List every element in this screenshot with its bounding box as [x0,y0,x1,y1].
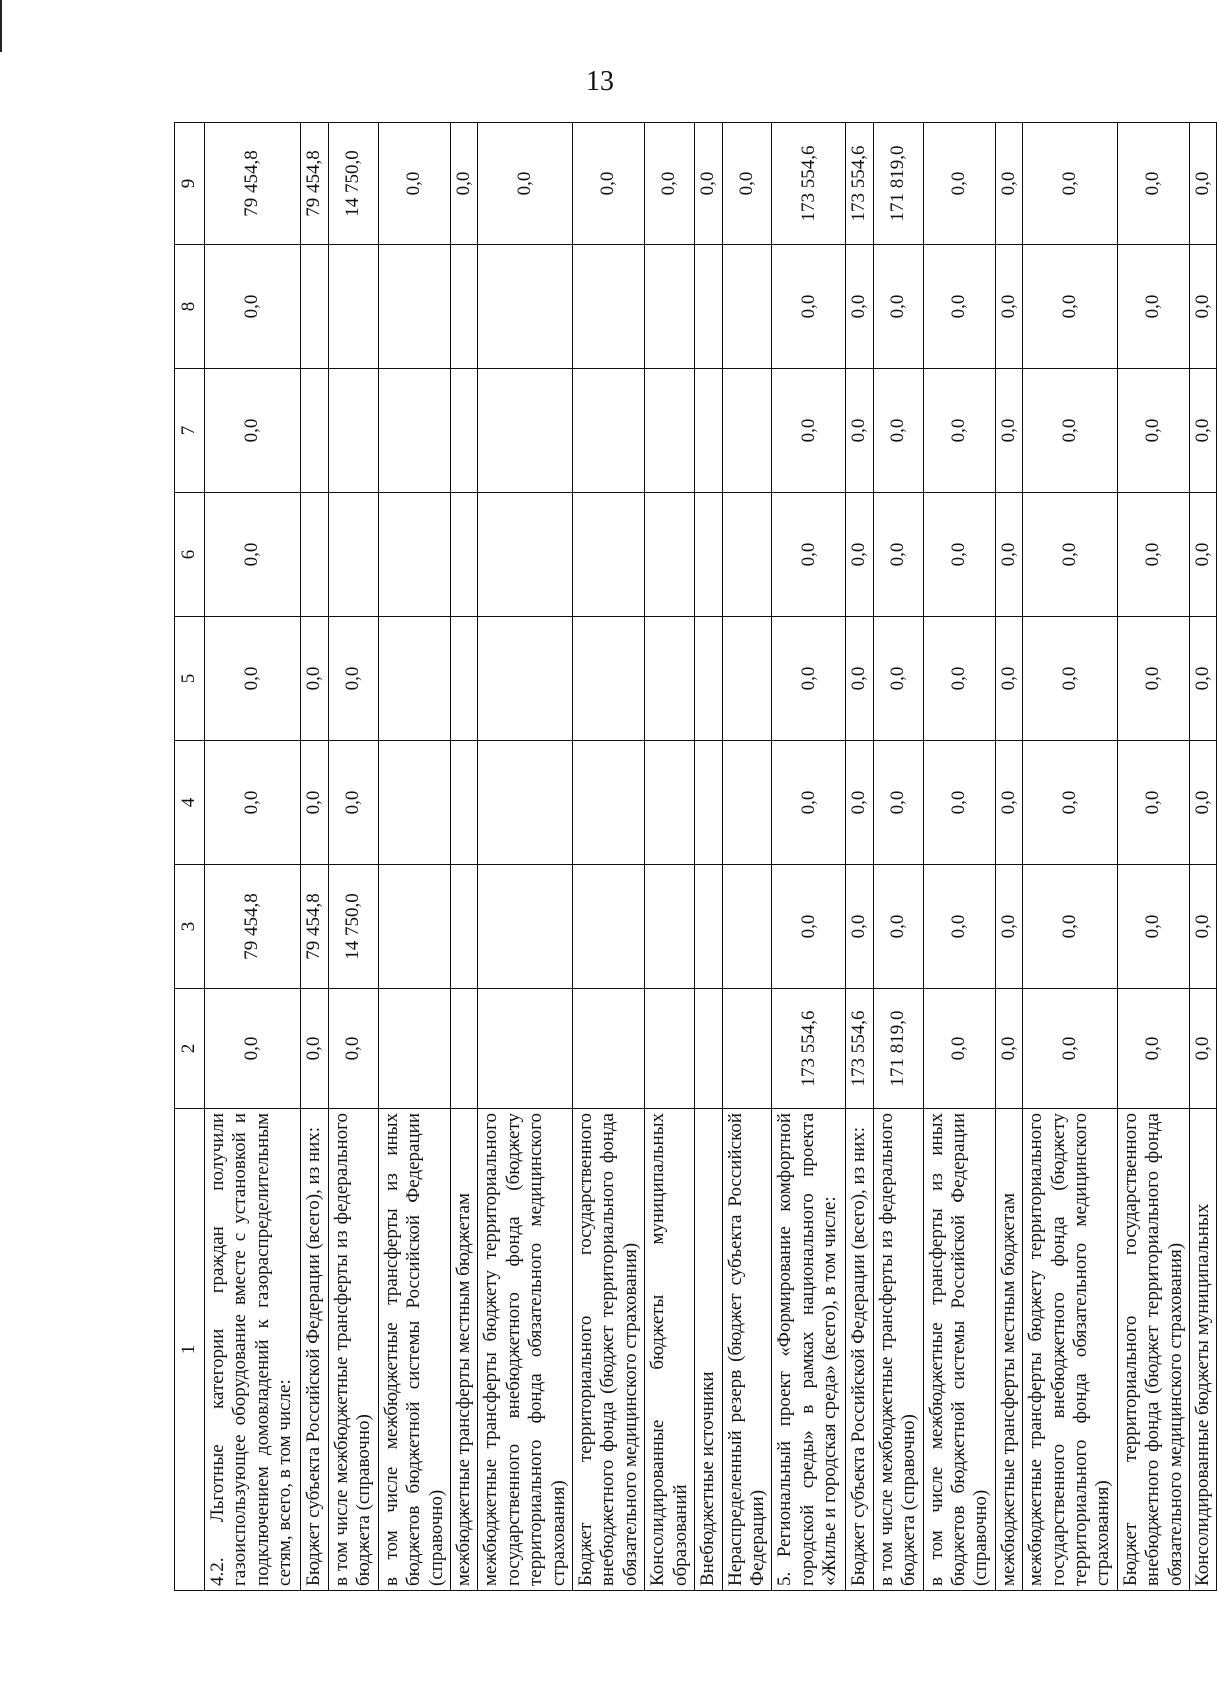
value-cell [645,989,695,1109]
value-cell: 0,0 [995,865,1022,989]
value-cell [378,865,450,989]
value-cell: 0,0 [1190,741,1217,865]
value-cell [573,741,645,865]
value-cell [722,245,772,369]
value-cell [478,989,573,1109]
value-cell [645,865,695,989]
value-cell: 0,0 [205,741,301,865]
value-cell: 0,0 [873,617,923,741]
value-cell: 0,0 [378,123,450,245]
row-name-cell: Консолидированные бюджеты муниципальных образований [645,1109,695,1591]
value-cell: 173 554,6 [846,989,873,1109]
value-cell: 0,0 [923,123,995,245]
table-row [772,123,846,1591]
value-cell [722,865,772,989]
value-cell [573,865,645,989]
value-cell [722,369,772,493]
value-cell: 0,0 [873,245,923,369]
value-cell [695,989,722,1109]
table-header-row [175,123,205,1591]
value-cell: 0,0 [1023,123,1118,245]
budget-table [174,122,1217,1591]
value-cell: 79 454,8 [301,865,329,989]
row-name-cell: Внебюджетные источники [695,1109,722,1591]
row-name-cell: Бюджет территориального государственного внебюджетного фонда (бюджет территориального фонда обязательного медицинского страхования) [573,1109,645,1591]
table-row [451,123,478,1591]
value-cell: 0,0 [772,369,846,493]
value-cell [301,369,329,493]
value-cell: 0,0 [846,369,873,493]
value-cell: 0,0 [1190,865,1217,989]
scan-margin-mark [0,0,2,52]
row-name-cell: 5. Региональный проект «Формирование комфортной городской среды» в рамках национального проекта «Жилье и городская среда» (всего), в том числе: [772,1109,846,1591]
value-cell [378,245,450,369]
value-cell: 0,0 [873,493,923,617]
value-cell [573,989,645,1109]
value-cell: 171 819,0 [873,989,923,1109]
value-cell: 173 554,6 [772,989,846,1109]
value-cell [695,245,722,369]
value-cell: 79 454,8 [205,123,301,245]
value-cell [378,989,450,1109]
value-cell [378,617,450,741]
table-row [478,123,573,1591]
value-cell: 0,0 [1023,493,1118,617]
value-cell [695,865,722,989]
value-cell: 0,0 [1117,989,1189,1109]
value-cell: 0,0 [1117,865,1189,989]
value-cell: 0,0 [722,123,772,245]
value-cell: 0,0 [846,741,873,865]
table-row [923,123,995,1591]
value-cell [301,493,329,617]
value-cell: 0,0 [695,123,722,245]
value-cell: 0,0 [846,865,873,989]
value-cell [695,741,722,865]
value-cell: 0,0 [846,617,873,741]
value-cell: 0,0 [1190,617,1217,741]
value-cell: 0,0 [873,369,923,493]
column-header: 4 [175,741,205,865]
value-cell: 0,0 [923,493,995,617]
value-cell [645,245,695,369]
value-cell: 0,0 [1190,123,1217,245]
table-row [573,123,645,1591]
table-row [645,123,695,1591]
row-name-cell: Бюджет территориального государственного внебюджетного фонда (бюджет территориального фонда обязательного медицинского страхования) [1117,1109,1189,1591]
value-cell [301,245,329,369]
value-cell [573,369,645,493]
value-cell [573,617,645,741]
row-name-cell: 4.2. Льготные категории граждан получили газоиспользующее оборудование вместе с установкой и подключением домовладений к газораспределительным сетям, всего, в том числе: [205,1109,301,1591]
row-name-cell: межбюджетные трансферты местным бюджетам [451,1109,478,1591]
column-header: 3 [175,865,205,989]
value-cell [378,493,450,617]
value-cell [451,865,478,989]
value-cell: 0,0 [923,989,995,1109]
table-row [873,123,923,1591]
value-cell: 0,0 [923,369,995,493]
value-cell: 0,0 [451,123,478,245]
value-cell: 0,0 [573,123,645,245]
table-row [1190,123,1217,1591]
value-cell [722,741,772,865]
value-cell [573,493,645,617]
value-cell: 0,0 [1117,741,1189,865]
value-cell: 0,0 [772,493,846,617]
value-cell: 0,0 [995,617,1022,741]
column-header: 9 [175,123,205,245]
value-cell: 0,0 [1190,989,1217,1109]
value-cell: 171 819,0 [873,123,923,245]
value-cell [478,245,573,369]
value-cell [451,617,478,741]
value-cell: 0,0 [1190,493,1217,617]
value-cell: 0,0 [923,245,995,369]
value-cell: 14 750,0 [329,123,379,245]
page-number: 13 [586,66,614,97]
value-cell: 0,0 [995,741,1022,865]
row-name-cell: Консолидированные бюджеты муниципальных [1190,1109,1217,1591]
value-cell: 0,0 [1117,493,1189,617]
row-name-cell: межбюджетные трансферты бюджету территориального государственного внебюджетного фонда (бюджету территориального фонда обязательного медицинского страхования) [1023,1109,1118,1591]
table-row [722,123,772,1591]
value-cell: 0,0 [873,741,923,865]
value-cell: 0,0 [1117,617,1189,741]
value-cell: 0,0 [1190,369,1217,493]
row-name-cell: межбюджетные трансферты местным бюджетам [995,1109,1022,1591]
value-cell [329,369,379,493]
value-cell: 79 454,8 [205,865,301,989]
value-cell: 0,0 [205,989,301,1109]
table-row [846,123,873,1591]
value-cell: 0,0 [1023,989,1118,1109]
value-cell: 0,0 [1190,245,1217,369]
table-row [301,123,329,1591]
value-cell: 0,0 [1023,741,1118,865]
value-cell: 0,0 [329,617,379,741]
row-name-cell: Бюджет субъекта Российской Федерации (всего), из них: [301,1109,329,1591]
value-cell: 0,0 [645,123,695,245]
table-body [205,123,1217,1591]
value-cell: 0,0 [1117,369,1189,493]
value-cell [722,617,772,741]
value-cell: 0,0 [995,493,1022,617]
value-cell [695,617,722,741]
value-cell: 0,0 [329,989,379,1109]
value-cell: 0,0 [1023,245,1118,369]
table-row [695,123,722,1591]
value-cell [478,741,573,865]
value-cell: 0,0 [923,865,995,989]
value-cell: 173 554,6 [846,123,873,245]
value-cell: 0,0 [301,989,329,1109]
value-cell [478,369,573,493]
value-cell: 173 554,6 [772,123,846,245]
value-cell [645,369,695,493]
value-cell [722,989,772,1109]
table-row [1117,123,1189,1591]
value-cell: 0,0 [995,123,1022,245]
value-cell: 0,0 [1023,369,1118,493]
value-cell [645,617,695,741]
table-row [205,123,301,1591]
value-cell: 0,0 [846,493,873,617]
column-header: 6 [175,493,205,617]
value-cell: 0,0 [772,865,846,989]
value-cell: 0,0 [923,617,995,741]
value-cell: 0,0 [772,617,846,741]
value-cell: 0,0 [772,245,846,369]
value-cell [451,989,478,1109]
value-cell: 0,0 [873,865,923,989]
value-cell [645,741,695,865]
value-cell: 0,0 [478,123,573,245]
row-name-cell: Бюджет субъекта Российской Федерации (всего), из них: [846,1109,873,1591]
column-header: 5 [175,617,205,741]
value-cell [478,865,573,989]
value-cell: 0,0 [1117,123,1189,245]
value-cell [451,369,478,493]
value-cell [695,493,722,617]
value-cell: 79 454,8 [301,123,329,245]
column-header: 2 [175,989,205,1109]
value-cell [478,493,573,617]
value-cell [378,741,450,865]
value-cell: 0,0 [995,245,1022,369]
value-cell [451,741,478,865]
column-header: 1 [175,1109,205,1591]
value-cell [451,493,478,617]
value-cell: 0,0 [301,617,329,741]
value-cell [695,369,722,493]
value-cell [573,245,645,369]
value-cell: 0,0 [995,989,1022,1109]
value-cell: 0,0 [1117,245,1189,369]
column-header: 7 [175,369,205,493]
value-cell: 0,0 [205,493,301,617]
value-cell: 0,0 [1023,865,1118,989]
table-row [378,123,450,1591]
table-row [329,123,379,1591]
value-cell: 0,0 [772,741,846,865]
row-name-cell: в том числе межбюджетные трансферты из иных бюджетов бюджетной системы Российской Федерации (справочно) [923,1109,995,1591]
rotated-table-container [174,123,1213,1591]
value-cell [478,617,573,741]
value-cell: 0,0 [205,369,301,493]
value-cell: 14 750,0 [329,865,379,989]
table-row [995,123,1022,1591]
value-cell: 0,0 [1023,617,1118,741]
row-name-cell: межбюджетные трансферты бюджету территориального государственного внебюджетного фонда (бюджету территориального фонда обязательного медицинского страхования) [478,1109,573,1591]
column-header: 8 [175,245,205,369]
value-cell: 0,0 [205,245,301,369]
value-cell [451,245,478,369]
row-name-cell: в том числе межбюджетные трансферты из федерального бюджета (справочно) [329,1109,379,1591]
value-cell: 0,0 [329,741,379,865]
row-name-cell: в том числе межбюджетные трансферты из федерального бюджета (справочно) [873,1109,923,1591]
value-cell [329,493,379,617]
value-cell: 0,0 [846,245,873,369]
row-name-cell: Нераспределенный резерв (бюджет субъекта Российской Федерации) [722,1109,772,1591]
value-cell: 0,0 [205,617,301,741]
value-cell [329,245,379,369]
row-name-cell: в том числе межбюджетные трансферты из иных бюджетов бюджетной системы Российской Федерации (справочно) [378,1109,450,1591]
table-row [1023,123,1118,1591]
value-cell [645,493,695,617]
value-cell: 0,0 [923,741,995,865]
value-cell: 0,0 [995,369,1022,493]
value-cell: 0,0 [301,741,329,865]
value-cell [378,369,450,493]
value-cell [722,493,772,617]
